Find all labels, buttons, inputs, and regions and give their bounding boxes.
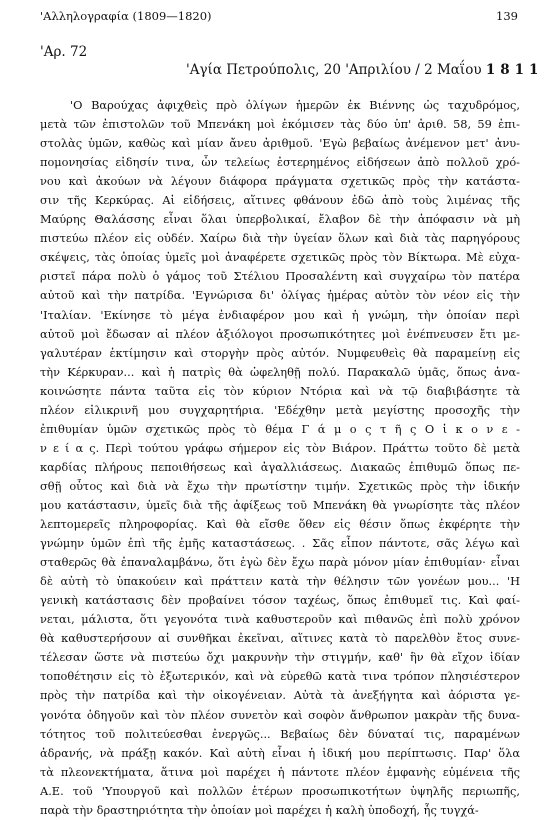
body-line: τέλεσαν ὥστε νὰ πιστεύω ὄχι μακρυνὴν τὴν στιγμήν, καθ' ἣν θὰ εἴχον ἰδίαν <box>40 650 520 665</box>
body-line: μετὰ τῶν ἐπιστολῶν τοῦ Μπενάκη μοὶ ἐκόμισεν τὰς δύο ὑπ' ἀριθ. 58, 59 ἐπι- <box>40 117 520 132</box>
body-line: σιν τῆς Κερκύρας. Αἱ εἰδήσεις, αἵτινες φθάνουν ἐδῶ ἀπὸ τοὺς λιμένας τῆς <box>40 193 520 208</box>
body-line: τὰ πλεονεκτήματα, ἅτινα μοὶ παρέχει ἡ πάντοτε πλέον ἐμφανὴς εὐμένεια τῆς <box>40 764 520 779</box>
body-line: θὰ καθυστερήσουν αἱ συνθῆκαι ἐκεῖναι, αἵτινες κατὰ τὸ παρελθὸν ἔτος συνε- <box>40 631 520 646</box>
body-line: γονότα ὁδηγοῦν καὶ τὸν πλέον συνετὸν καὶ σοφὸν ἄνθρωπον μακρὰν τῆς δυνα- <box>40 707 520 722</box>
body-line: αὐτοῦ μοὶ ἔδωσαν αἱ πλέον ἀξιόλογοι προσωπικότητες μοὶ ἐνέπνευσεν ἔτι με- <box>40 326 520 341</box>
body-line: κοινώσητε πάντα ταῦτα εἰς τὸν κύριον Ντόρια καὶ νὰ τῷ διαβιβάσητε τὰ <box>40 383 520 398</box>
body-line: τότητος τοῦ πολιτεύεσθαι ἐνεργῶς... Βεβαίως δὲν δύναταί τις, παραμένων <box>40 726 520 741</box>
body-line: ριστεῖ πάρα πολὺ ὁ γάμος τοῦ Στέλιου Προσαλέντη καὶ συγχαίρω τὸν πατέρα <box>40 269 520 284</box>
body-line: τὴν Κέρκυραν... καὶ ἡ πατρὶς θὰ ὠφεληθῇ πολύ. Παρακαλῶ ὑμᾶς, ὅπως ἀνα- <box>40 364 520 379</box>
body-line: δὲ αὐτὴ τὸ ὑπακούειν καὶ πράττειν κατὰ τὴν θέλησιν τῶν γονέων μου... 'Η <box>40 574 520 589</box>
body-line: πρὸς τὴν πατρίδα καὶ τὴν οἰκογένειαν. Αὐτὰ τὰ ἀνεξήγητα καὶ ἀόριστα γε- <box>40 688 520 703</box>
letter-body <box>40 96 520 820</box>
letter-number: 'Αρ. 72 <box>40 44 88 60</box>
body-line: 'Ο Βαρούχας ἀφιχθεὶς πρὸ ὀλίγων ἡμερῶν ἐκ Βιέννης ὡς ταχυδρόμος, <box>70 98 520 112</box>
dateline-year: 1811 <box>485 62 544 78</box>
body-line: μου κατάστασιν, ὑμεῖς διὰ τῆς ἀφίξεως τοῦ Μπενάκη θὰ γνωρίσητε τὰς πλέον <box>40 497 520 512</box>
body-line: γαλυτέραν ἐκτίμησιν καὶ στοργὴν πρὸς αὐτόν. Νυμφευθεὶς θὰ παραμείνῃ εἰς <box>40 345 520 360</box>
body-line: πιστεύω πλέον εἰς οὐδέν. Χαίρω διὰ τὴν ὑγείαν ὅλων καὶ διὰ τὰς παρηγόρους <box>40 231 520 246</box>
body-line: σταθερῶς θὰ ἐπαναλαμβάνω, ὅτι ἐγὼ δὲν ἔχω παρὰ μόνον μίαν ἐπιθυμίαν· εἶναι <box>40 555 520 570</box>
body-line: τοποθέτησιν εἰς τὸ ἐξωτερικόν, καὶ νὰ εὑρεθῶ κατὰ τινα τρόπον πλησιέστερον <box>40 669 520 684</box>
body-line: 'Ιταλίαν. 'Εκίνησε τὸ μέγα ἐνδιαφέρον μου καὶ ἡ γνώμη, τὴν ὁποίαν περὶ <box>40 307 520 322</box>
body-line: σθῇ οὗτος καὶ διὰ νὰ ἔχω τὴν πρωτίστην τιμήν. Σχετικῶς πρὸς τὴν ἰδικήν <box>40 478 520 493</box>
body-line: γνώμην ὑμῶν ἐπὶ τῆς ἐμῆς καταστάσεως. . Σᾶς εἶπον πάντοτε, σᾶς λέγω καὶ <box>40 536 520 551</box>
body-line: αὐτοῦ καὶ τὴν πατρίδα. 'Εγνώρισα δι' ὀλίγας ἡμέρας αὐτὸν τὸν νέον εἰς τὴν <box>40 288 520 303</box>
body-line: νεται, μάλιστα, ὅτι γεγονότα τινὰ καθυστεροῦν καὶ πιθανῶς ἐπὶ πολὺ χρόνον <box>40 612 520 627</box>
letter-dateline <box>186 62 544 78</box>
body-line: παρὰ τὴν δραστηριότητα τὴν ὁποίαν μοὶ παρέχει ἡ καλὴ ὑποδοχή, ἧς τυγχά- <box>40 802 479 817</box>
body-line: καρδίας πλήρους πεποιθήσεως καὶ ἀγαλλιάσεως. Διακαῶς ἐπιθυμῶ ὅπως πε- <box>40 459 520 474</box>
page-number: 139 <box>496 9 518 23</box>
body-line: ἐπιθυμίαν ὑμῶν σχετικῶς πρὸς τὸ θέμα Γ ά μ ο ς τ ῆ ς Ο ἰ κ ο ν ε - <box>40 421 520 436</box>
body-line: Μαύρης Θαλάσσης εἶναι ὅλαι ὑπερβολικαί, ἔλαβον δὲ τὴν ἀπόφασιν νὰ μὴ <box>40 212 520 227</box>
dateline-place: 'Αγία Πετρούπολις, 20 'Απριλίου / 2 Μαΐου <box>186 62 482 78</box>
body-line: λεπτομερεῖς πληροφορίας. Καὶ θὰ εἴσθε ὅθεν εἰς θέσιν ὅπως ἐκφέρητε τὴν <box>40 517 520 532</box>
body-line: ἀδρανής, νὰ πράξῃ κακόν. Καὶ αὐτὴ εἶναι ἡ ἰδική μου περίπτωσις. Παρ' ὅλα <box>40 745 520 760</box>
body-line: νου καὶ ἀκούων νὰ λέγουν διάφορα πράγματα σχετικῶς πρὸς τὴν κατάστα- <box>40 174 520 189</box>
running-title: 'Αλληλογραφία (1809—1820) <box>40 9 212 23</box>
body-line: σκέψεις, τὰς ὁποίας ὑμεῖς μοὶ ἀναφέρετε σχετικῶς πρὸς τὸν Βίκτωρα. Μὲ εὐχα- <box>40 250 520 265</box>
body-line: πλέον εἰλικρινῆ μου συγχαρητήρια. 'Εδέχθην μετὰ μεγίστης προσοχῆς τὴν <box>40 402 520 417</box>
body-line: πομονησίας εἰδησίν τινα, ὧν τελείως ἐστερημένος εἰδήσεων ἀπὸ πολλοῦ χρό- <box>40 155 520 170</box>
body-line: ν ε ί α ς. Περὶ τούτου γράφω σήμερον εἰς τὸν Βιάρον. Πράττω τοῦτο δὲ μετὰ <box>40 440 520 455</box>
body-line: στολὰς ὑμῶν, καθὼς καὶ μίαν ἄνευ ἀριθμοῦ. 'Εγὼ βεβαίως ἀνέμενον μετ' ἀνυ- <box>40 136 520 151</box>
running-head <box>40 8 518 24</box>
body-line: γενικὴ κατάστασις δὲν προβαίνει τόσον ταχέως, ὅπως ἐπιθυμεῖ τις. Καὶ φαί- <box>40 593 520 608</box>
body-line: Α.Ε. τοῦ 'Υπουργοῦ καὶ πολλῶν ἑτέρων προσωπικοτήτων ὑψηλῆς περιωπῆς, <box>40 783 520 798</box>
